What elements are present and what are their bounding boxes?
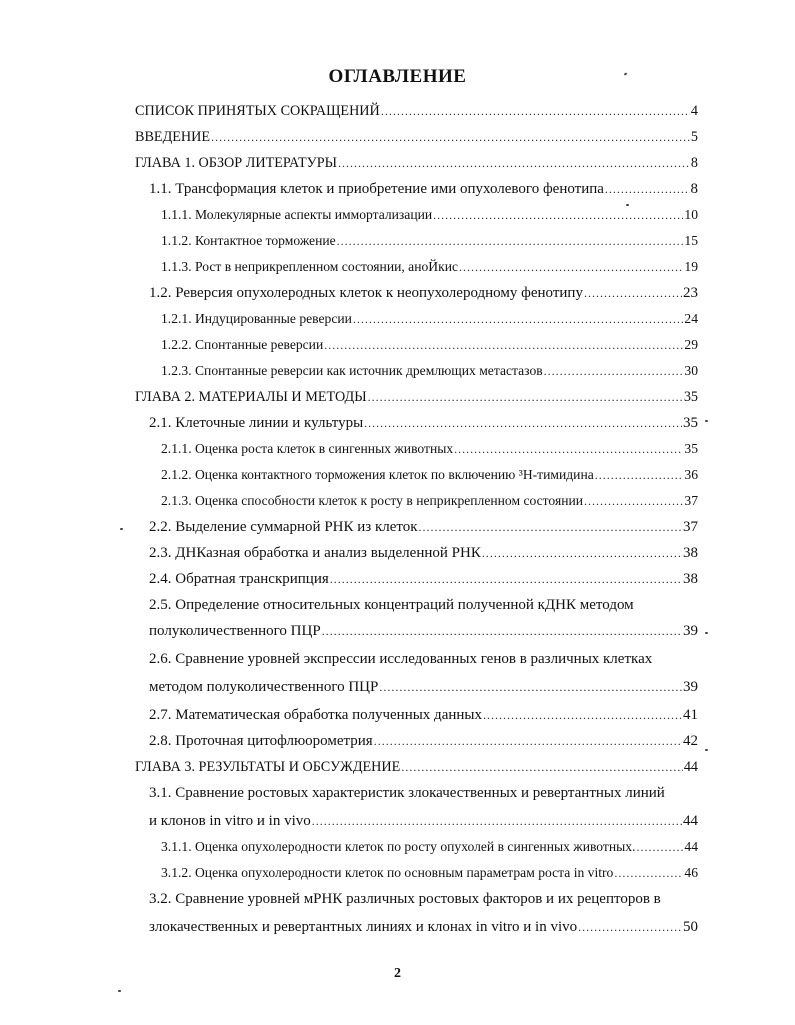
toc-leader-dots bbox=[379, 680, 682, 695]
toc-leader-dots bbox=[330, 572, 682, 587]
toc-entry[interactable] bbox=[149, 919, 698, 941]
toc-entry-page: 37 bbox=[683, 519, 698, 535]
toc-entry-text: 2.1.3. Оценка способности клеток к росту в неприкрепленном состоянии bbox=[161, 493, 584, 508]
toc-entry[interactable] bbox=[161, 839, 698, 861]
toc-entry-text: методом полуколичественного ПЦР bbox=[149, 679, 379, 695]
toc-entry[interactable] bbox=[161, 441, 698, 463]
toc-leader-dots bbox=[614, 866, 683, 881]
toc-entry-page: 35 bbox=[683, 389, 698, 405]
toc-leader-dots bbox=[312, 814, 682, 829]
toc-entry-page: 37 bbox=[684, 493, 698, 508]
toc-entry-text: ВВЕДЕНИЕ bbox=[135, 129, 211, 145]
toc-entry-page: 38 bbox=[683, 571, 698, 587]
toc-title: ОГЛАВЛЕНИЕ bbox=[328, 66, 467, 87]
toc-leader-dots bbox=[364, 416, 682, 431]
toc-entry[interactable] bbox=[149, 181, 698, 203]
toc-leader-dots bbox=[482, 546, 682, 561]
toc-entry-page: 41 bbox=[683, 707, 698, 723]
toc-entry-text: 1.2.2. Спонтанные реверсии bbox=[161, 337, 324, 352]
scan-speck bbox=[705, 632, 708, 634]
toc-leader-dots bbox=[584, 494, 683, 509]
toc-leader-dots bbox=[459, 260, 683, 275]
page-number: 2 bbox=[394, 966, 401, 981]
toc-entry-page: 8 bbox=[690, 155, 698, 171]
toc-entry-text: 1.1.2. Контактное торможение bbox=[161, 233, 336, 248]
toc-entry-page: 44 bbox=[683, 759, 698, 775]
toc-entry-text: ГЛАВА 3. РЕЗУЛЬТАТЫ И ОБСУЖДЕНИЕ bbox=[135, 759, 401, 775]
toc-entry-text: 3.1.1. Оценка опухолеродности клеток по росту опухолей в сингенных животных. bbox=[161, 839, 636, 854]
toc-entry[interactable] bbox=[135, 389, 698, 411]
toc-entry-text: 2.2. Выделение суммарной РНК из клеток bbox=[149, 519, 418, 535]
toc-entry[interactable] bbox=[135, 759, 698, 781]
toc-entry-text: и клонов in vitro и in vivo bbox=[149, 813, 311, 829]
toc-leader-dots bbox=[374, 734, 682, 749]
toc-entry[interactable] bbox=[161, 207, 698, 229]
toc-entry-page: 10 bbox=[684, 207, 698, 222]
toc-entry-page: 4 bbox=[690, 103, 698, 119]
toc-entry[interactable] bbox=[135, 129, 698, 151]
toc-entry[interactable] bbox=[149, 733, 698, 755]
toc-entry-text: 2.1. Клеточные линии и культуры bbox=[149, 415, 364, 431]
toc-entry-page: 36 bbox=[684, 467, 698, 482]
toc-entry[interactable] bbox=[149, 679, 698, 701]
toc-leader-dots bbox=[322, 624, 682, 639]
toc-entry[interactable] bbox=[161, 493, 698, 515]
toc-entry[interactable] bbox=[149, 623, 698, 645]
scan-speck bbox=[120, 528, 123, 530]
toc-entry-text: СПИСОК ПРИНЯТЫХ СОКРАЩЕНИЙ bbox=[135, 103, 380, 119]
toc-entry[interactable] bbox=[161, 467, 698, 489]
toc-entry-text: 2.1.1. Оценка роста клеток в сингенных животных bbox=[161, 441, 454, 456]
toc-entry-page: 42 bbox=[683, 733, 698, 749]
toc-leader-dots bbox=[353, 312, 684, 327]
toc-entry-page: 30 bbox=[684, 363, 698, 378]
toc-entry-text: 2.3. ДНКазная обработка и анализ выделенной РНК bbox=[149, 545, 481, 561]
toc-entry-text: 3.1.2. Оценка опухолеродности клеток по основным параметрам роста in vitro bbox=[161, 865, 614, 880]
toc-entry[interactable] bbox=[135, 103, 698, 125]
toc-leader-dots bbox=[337, 234, 684, 249]
toc-entry-first-line[interactable]: 2.5. Определение относительных концентраций полученной кДНК методом bbox=[149, 597, 634, 613]
toc-entry-first-line[interactable]: 2.6. Сравнение уровней экспрессии исследованных генов в различных клетках bbox=[149, 651, 653, 667]
toc-leader-dots bbox=[419, 520, 682, 535]
scan-speck bbox=[705, 749, 708, 751]
toc-leader-dots bbox=[584, 286, 682, 301]
toc-entry[interactable] bbox=[161, 337, 698, 359]
toc-entry[interactable] bbox=[161, 311, 698, 333]
toc-entry[interactable] bbox=[149, 415, 698, 437]
toc-leader-dots bbox=[578, 920, 682, 935]
scan-speck bbox=[626, 204, 629, 206]
toc-entry-text: 1.2.1. Индуцированные реверсии bbox=[161, 311, 352, 326]
toc-leader-dots bbox=[368, 390, 683, 405]
toc-entry-page: 15 bbox=[684, 233, 698, 248]
toc-entry-page: 44 bbox=[684, 839, 698, 854]
toc-leader-dots bbox=[381, 104, 690, 119]
toc-leader-dots bbox=[338, 156, 690, 171]
toc-entry[interactable] bbox=[149, 813, 698, 835]
toc-entry-text: 2.8. Проточная цитофлюорометрия bbox=[149, 733, 373, 749]
toc-entry[interactable] bbox=[149, 707, 698, 729]
toc-entry-text: ГЛАВА 2. МАТЕРИАЛЫ И МЕТОДЫ bbox=[135, 389, 367, 405]
scan-speck bbox=[118, 990, 121, 992]
toc-entry[interactable] bbox=[149, 571, 698, 593]
toc-leader-dots bbox=[324, 338, 683, 353]
toc-entry-page: 23 bbox=[683, 285, 698, 301]
toc-entry-page: 46 bbox=[684, 865, 698, 880]
toc-entry-text: ГЛАВА 1. ОБЗОР ЛИТЕРАТУРЫ bbox=[135, 155, 337, 171]
toc-entry-page: 8 bbox=[690, 181, 698, 197]
toc-entry-page: 35 bbox=[684, 441, 698, 456]
toc-leader-dots bbox=[483, 708, 682, 723]
toc-entry[interactable] bbox=[149, 285, 698, 307]
toc-entry-page: 19 bbox=[684, 259, 698, 274]
toc-entry[interactable] bbox=[149, 519, 698, 541]
toc-entry-text: злокачественных и ревертантных линиях и клонах in vitro и in vivo bbox=[149, 919, 578, 935]
toc-entry[interactable] bbox=[135, 155, 698, 177]
toc-leader-dots bbox=[636, 840, 683, 855]
toc-entry-page: 39 bbox=[683, 623, 698, 639]
toc-entry[interactable] bbox=[161, 259, 698, 281]
toc-entry-text: 2.4. Обратная транскрипция bbox=[149, 571, 329, 587]
toc-leader-dots bbox=[433, 208, 683, 223]
toc-entry-first-line[interactable]: 3.2. Сравнение уровней мРНК различных ростовых факторов и их рецепторов в bbox=[149, 891, 661, 907]
toc-entry-page: 50 bbox=[683, 919, 698, 935]
toc-leader-dots bbox=[401, 760, 682, 775]
toc-entry-text: 2.1.2. Оценка контактного торможения клеток по включению ³Н-тимидина bbox=[161, 467, 594, 482]
toc-leader-dots bbox=[605, 182, 690, 197]
scan-speck bbox=[705, 420, 708, 422]
toc-entry-text: 1.1.1. Молекулярные аспекты иммортализации bbox=[161, 207, 433, 222]
toc-entry-page: 44 bbox=[683, 813, 698, 829]
toc-entry-page: 5 bbox=[690, 129, 698, 145]
toc-leader-dots bbox=[595, 468, 684, 483]
toc-leader-dots bbox=[544, 364, 684, 379]
toc-entry-text: 1.2. Реверсия опухолеродных клеток к неопухолеродному фенотипу bbox=[149, 285, 583, 301]
toc-leader-dots bbox=[454, 442, 683, 457]
toc-entry-page: 39 bbox=[683, 679, 698, 695]
toc-entry-page: 29 bbox=[684, 337, 698, 352]
toc-entry-text: полуколичественного ПЦР bbox=[149, 623, 321, 639]
toc-entry[interactable] bbox=[161, 233, 698, 255]
toc-entry-page: 38 bbox=[683, 545, 698, 561]
toc-entry-first-line[interactable]: 3.1. Сравнение ростовых характеристик злокачественных и ревертантных линий bbox=[149, 785, 665, 801]
toc-entry-page: 24 bbox=[684, 311, 698, 326]
toc-entry-page: 35 bbox=[683, 415, 698, 431]
toc-entry[interactable] bbox=[161, 363, 698, 385]
toc-leader-dots bbox=[211, 130, 690, 145]
toc-entry-text: 1.2.3. Спонтанные реверсии как источник дремлющих метастазов bbox=[161, 363, 543, 378]
toc-entry[interactable] bbox=[161, 865, 698, 887]
toc-entry-text: 1.1.3. Рост в неприкрепленном состоянии, аноЙкис bbox=[161, 259, 459, 274]
toc-entry-text: 1.1. Трансформация клеток и приобретение ими опухолевого фенотипа bbox=[149, 181, 604, 197]
toc-entry[interactable] bbox=[149, 545, 698, 567]
toc-entry-text: 2.7. Математическая обработка полученных данных bbox=[149, 707, 482, 723]
